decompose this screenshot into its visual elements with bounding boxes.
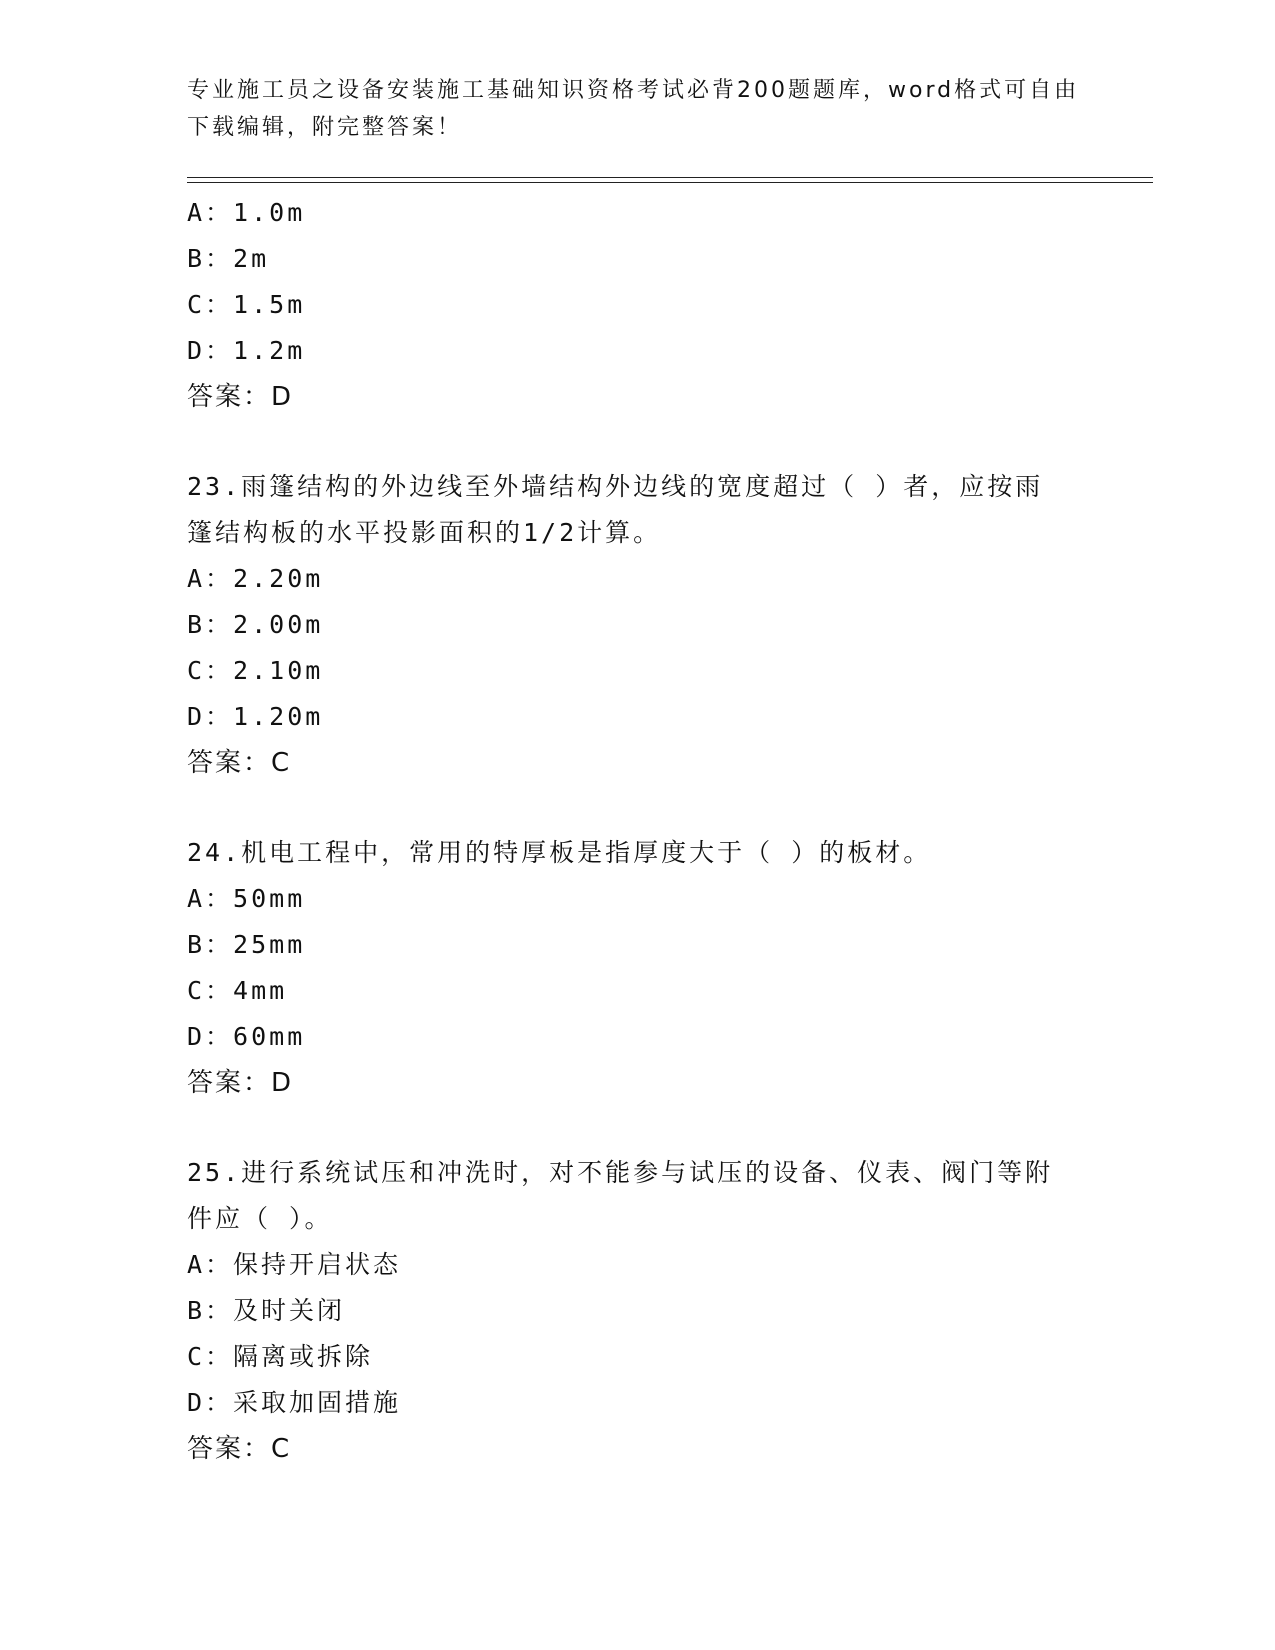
header-rule-bottom [187, 182, 1153, 183]
option-a: A：2.20m [187, 564, 324, 593]
question-list [187, 190, 1087, 1472]
option-c: C：隔离或拆除 [187, 1342, 374, 1371]
option-b: B：及时关闭 [187, 1296, 346, 1325]
question-25 [187, 1150, 1087, 1472]
option-a: A：保持开启状态 [187, 1250, 402, 1279]
option-c: C：2.10m [187, 656, 324, 685]
answer: 答案：C [187, 1434, 292, 1464]
option-a: A：1.0m [187, 198, 306, 227]
option-c: C：4mm [187, 976, 288, 1005]
option-d: D：60mm [187, 1022, 306, 1051]
option-b: B：2.00m [187, 610, 324, 639]
answer: 答案：D [187, 382, 294, 412]
question-text-line-1: 24.机电工程中，常用的特厚板是指厚度大于（ ）的板材。 [187, 838, 932, 867]
question-22-tail [187, 190, 1087, 420]
option-d: D：1.20m [187, 702, 324, 731]
answer: 答案：C [187, 748, 292, 778]
option-d: D：1.2m [187, 336, 306, 365]
option-b: B：25mm [187, 930, 306, 959]
question-24 [187, 830, 1087, 1106]
question-text-line-1: 25.进行系统试压和冲洗时，对不能参与试压的设备、仪表、阀门等附 [187, 1158, 1054, 1187]
document-header [187, 72, 1087, 146]
question-text-line-2: 篷结构板的水平投影面积的1/2计算。 [187, 518, 662, 547]
option-b: B：2m [187, 244, 270, 273]
option-a: A：50mm [187, 884, 306, 913]
option-c: C：1.5m [187, 290, 306, 319]
option-d: D：采取加固措施 [187, 1388, 402, 1417]
question-23 [187, 464, 1087, 786]
header-line-1: 专业施工员之设备安装施工基础知识资格考试必背200题题库，word格式可自由 [187, 78, 1080, 103]
question-text-line-1: 23.雨篷结构的外边线至外墙结构外边线的宽度超过（ ）者，应按雨 [187, 472, 1044, 501]
question-text-line-2: 件应（ ）。 [187, 1204, 333, 1233]
answer: 答案：D [187, 1068, 294, 1098]
header-line-2: 下载编辑，附完整答案！ [187, 115, 463, 140]
header-rule-top [187, 177, 1153, 178]
